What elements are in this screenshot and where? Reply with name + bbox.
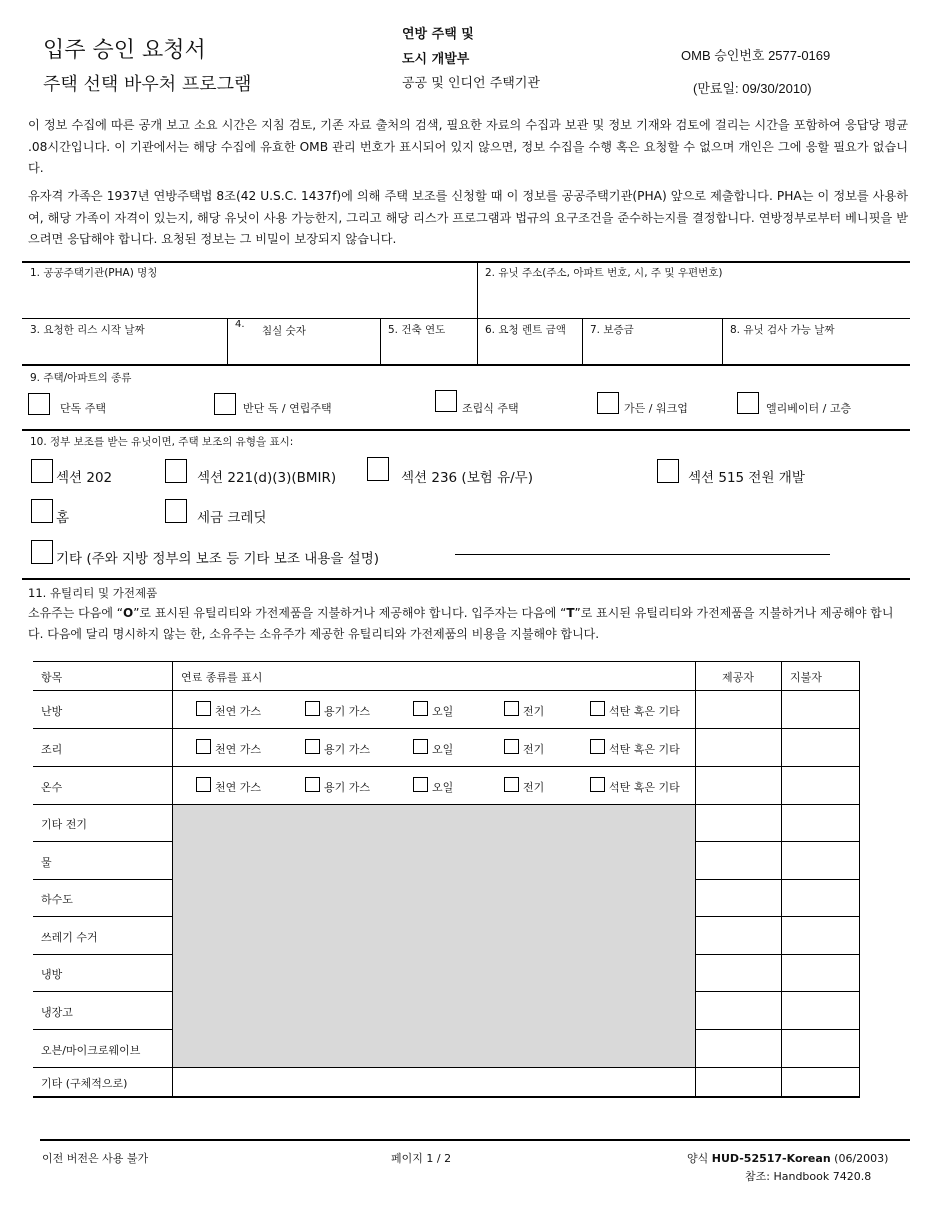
fuel-label: 전기: [523, 705, 545, 718]
section11-text: 소유주는 다음에 “O”로 표시된 유틸리티와 가전제품을 지불하거나 제공해야 합니다. 입주자는 다음에 “T”로 표시된 유틸리티와 가전제품을 지불하거나 제공해야 합니다. 다음에 달리 명시하지 않는 한, 소유주는 소유주가 제공한 유틸리티와 가전제품의 비용을 지불해야 합니다.: [28, 606, 894, 641]
footer-divider: [40, 1139, 910, 1141]
fuel-label: 석탄 혹은 기타: [609, 705, 680, 718]
form-subtitle: 주택 선택 바우처 프로그램: [43, 74, 252, 95]
field-unit-address[interactable]: 2. 유닛 주소(주소, 아파트 번호, 시, 주 및 우편번호): [485, 267, 723, 279]
checkbox-heating-bottle-gas[interactable]: [305, 701, 320, 716]
header-provided-by: 제공자: [722, 671, 754, 684]
fuel-label: 전기: [523, 781, 545, 794]
fuel-label: 용기 가스: [324, 781, 371, 794]
section10-label: 10. 정부 보조를 받는 유닛이면, 주택 보조의 유형을 표시:: [30, 436, 294, 448]
divider: [33, 661, 860, 662]
agency-line-3: 공공 및 인디언 주택기관: [402, 76, 540, 91]
checkbox-water-electric[interactable]: [504, 777, 519, 792]
field-bedrooms[interactable]: 침실 숫자: [262, 325, 306, 337]
divider: [22, 364, 910, 366]
checkbox-section-515[interactable]: [657, 459, 679, 483]
fuel-label: 천연 가스: [215, 705, 262, 718]
divider: [33, 1067, 860, 1068]
divider: [33, 690, 860, 691]
row-range-microwave: 오븐/마이크로웨이브: [41, 1044, 141, 1057]
divider: [22, 261, 910, 263]
divider: [477, 261, 478, 365]
checkbox-tax-credit[interactable]: [165, 499, 187, 523]
header-item: 항목: [41, 671, 63, 684]
option-label: 엘리베이터 / 고층: [766, 402, 852, 415]
checkbox-water-oil[interactable]: [413, 777, 428, 792]
fuel-label: 천연 가스: [215, 781, 262, 794]
section9-label: 9. 주택/아파트의 종류: [30, 372, 132, 384]
form-title: 입주 승인 요청서: [43, 38, 206, 63]
checkbox-water-natural-gas[interactable]: [196, 777, 211, 792]
option-label: 가든 / 워크업: [624, 402, 688, 415]
page-number: 페이지 1 / 2: [391, 1152, 452, 1165]
option-label: 섹션 236 (보험 유/무): [401, 470, 533, 486]
fuel-label: 오일: [432, 781, 454, 794]
checkbox-cooking-bottle-gas[interactable]: [305, 739, 320, 754]
fuel-label: 용기 가스: [324, 743, 371, 756]
fuel-label: 천연 가스: [215, 743, 262, 756]
checkbox-heating-coal-other[interactable]: [590, 701, 605, 716]
field-bedrooms-number: 4.: [235, 319, 245, 330]
checkbox-semi-detached[interactable]: [214, 393, 236, 415]
checkbox-cooking-oil[interactable]: [413, 739, 428, 754]
divider: [172, 661, 173, 1097]
checkbox-heating-oil[interactable]: [413, 701, 428, 716]
divider: [695, 954, 860, 955]
divider: [695, 991, 860, 992]
agency-line-1: 연방 주택 및: [402, 27, 474, 42]
divider: [582, 318, 583, 365]
header-paid-by: 지불자: [790, 671, 822, 684]
previous-editions-note: 이전 버전은 사용 불가: [42, 1152, 149, 1165]
omb-number: OMB 승인번호 2577-0169: [681, 48, 831, 63]
row-water-heating: 온수: [41, 781, 63, 794]
checkbox-section-221[interactable]: [165, 459, 187, 483]
checkbox-elevator-highrise[interactable]: [737, 392, 759, 414]
fuel-label: 오일: [432, 705, 454, 718]
option-label: 섹션 515 전원 개발: [688, 470, 805, 486]
divider: [695, 1029, 860, 1030]
divider: [22, 318, 910, 319]
divider: [695, 879, 860, 880]
divider: [22, 429, 910, 431]
row-trash: 쓰레기 수거: [41, 931, 98, 944]
checkbox-water-coal-other[interactable]: [590, 777, 605, 792]
field-security-deposit[interactable]: 7. 보증금: [590, 324, 634, 336]
burden-statement: 이 정보 수집에 따른 공개 보고 소요 시간은 지침 검토, 기존 자료 출처의 검색, 필요한 자료의 수집과 보관 및 정보 기재와 검토에 걸리는 시간을 포함하여 응답당 평균 .08시간입니다. 이 기관에서는 해당 수집에 유효한 OMB 관리 번호가 표시되어 있지 않으면, 정보 수집을 수행 혹은 요청할 수 없으며 개인은 그에 응할 필요가 없습니다.: [28, 118, 908, 175]
row-other-specify: 기타 (구체적으로): [41, 1077, 128, 1090]
checkbox-heating-natural-gas[interactable]: [196, 701, 211, 716]
option-label: 홈: [56, 510, 70, 526]
divider: [33, 841, 173, 842]
option-label: 단독 주택: [60, 402, 107, 415]
field-pha-name[interactable]: 1. 공공주택기관(PHA) 명칭: [30, 267, 158, 279]
divider: [380, 318, 381, 365]
divider: [33, 954, 173, 955]
divider: [227, 318, 228, 365]
divider: [33, 1096, 860, 1098]
header-fuel-type: 연료 종류를 표시: [181, 671, 263, 684]
divider: [33, 1029, 173, 1030]
field-year-built[interactable]: 5. 건축 연도: [388, 324, 446, 336]
checkbox-cooking-natural-gas[interactable]: [196, 739, 211, 754]
divider: [722, 318, 723, 365]
divider: [695, 916, 860, 917]
checkbox-home[interactable]: [31, 499, 53, 523]
handbook-reference: 참조: Handbook 7420.8: [745, 1170, 872, 1183]
row-heating: 난방: [41, 705, 63, 718]
row-other-electric: 기타 전기: [41, 818, 88, 831]
fuel-label: 용기 가스: [324, 705, 371, 718]
option-label: 섹션 202: [56, 470, 113, 486]
section11-label: 11. 유틸리티 및 가전제품: [28, 586, 158, 600]
field-lease-start-date[interactable]: 3. 요청한 리스 시작 날짜: [30, 324, 145, 336]
checkbox-manufactured[interactable]: [435, 390, 457, 412]
row-refrigerator: 냉장고: [41, 1006, 73, 1019]
row-water: 물: [41, 856, 52, 869]
divider: [33, 879, 173, 880]
row-air-conditioning: 냉방: [41, 968, 63, 981]
owner-letter: O: [123, 606, 134, 620]
option-label: 섹션 221(d)(3)(BMIR): [197, 470, 337, 486]
fuel-label: 오일: [432, 743, 454, 756]
other-subsidy-line[interactable]: [455, 554, 830, 555]
row-sewer: 하수도: [41, 893, 73, 906]
checkbox-heating-electric[interactable]: [504, 701, 519, 716]
expiration-date: (만료일: 09/30/2010): [693, 81, 812, 96]
checkbox-cooking-coal-other[interactable]: [590, 739, 605, 754]
fuel-label: 석탄 혹은 기타: [609, 743, 680, 756]
checkbox-single-family[interactable]: [28, 393, 50, 415]
divider: [22, 578, 910, 580]
privacy-statement: 유자격 가족은 1937년 연방주택법 8조(42 U.S.C. 1437f)에 의해 주택 보조를 신청할 때 이 정보를 공공주택기관(PHA) 앞으로 제출합니다. PHA는 이 정보를 사용하여, 해당 가족이 자격이 있는지, 해당 유닛이 사용 가능한지, 그리고 해당 리스가 프로그램과 법규의 요구조건을 준수하는지를 결정합니다. 연방정부로부터 베니핏을 받으려면 응답해야 합니다. 요청된 정보는 그 비밀이 보장되지 않습니다.: [28, 189, 908, 246]
divider: [33, 766, 860, 767]
fuel-label: 석탄 혹은 기타: [609, 781, 680, 794]
divider: [33, 991, 173, 992]
fuel-label: 전기: [523, 743, 545, 756]
row-cooking: 조리: [41, 743, 63, 756]
checkbox-garden-walkup[interactable]: [597, 392, 619, 414]
shaded-area: [173, 804, 695, 1067]
tenant-letter: T: [566, 606, 575, 620]
divider: [33, 728, 860, 729]
divider: [33, 916, 173, 917]
checkbox-section-236[interactable]: [367, 457, 389, 481]
option-label: 세금 크레딧: [197, 510, 267, 526]
option-label: 조립식 주택: [462, 402, 519, 415]
checkbox-water-bottle-gas[interactable]: [305, 777, 320, 792]
divider: [859, 661, 860, 1097]
checkbox-cooking-electric[interactable]: [504, 739, 519, 754]
option-label: 기타 (주와 지방 정부의 보조 등 기타 보조 내용을 설명): [56, 551, 380, 567]
agency-line-2: 도시 개발부: [402, 52, 470, 67]
option-label: 반단 독 / 연립주택: [243, 402, 332, 415]
divider: [781, 661, 782, 1097]
field-inspection-date[interactable]: 8. 유닛 검사 가능 날짜: [730, 324, 835, 336]
form-number: 양식 HUD-52517-Korean (06/2003): [687, 1152, 889, 1165]
divider: [33, 804, 860, 805]
checkbox-other-subsidy[interactable]: [31, 540, 53, 564]
divider: [695, 841, 860, 842]
field-requested-rent[interactable]: 6. 요청 렌트 금액: [485, 324, 566, 336]
checkbox-section-202[interactable]: [31, 459, 53, 483]
divider: [695, 661, 696, 1097]
